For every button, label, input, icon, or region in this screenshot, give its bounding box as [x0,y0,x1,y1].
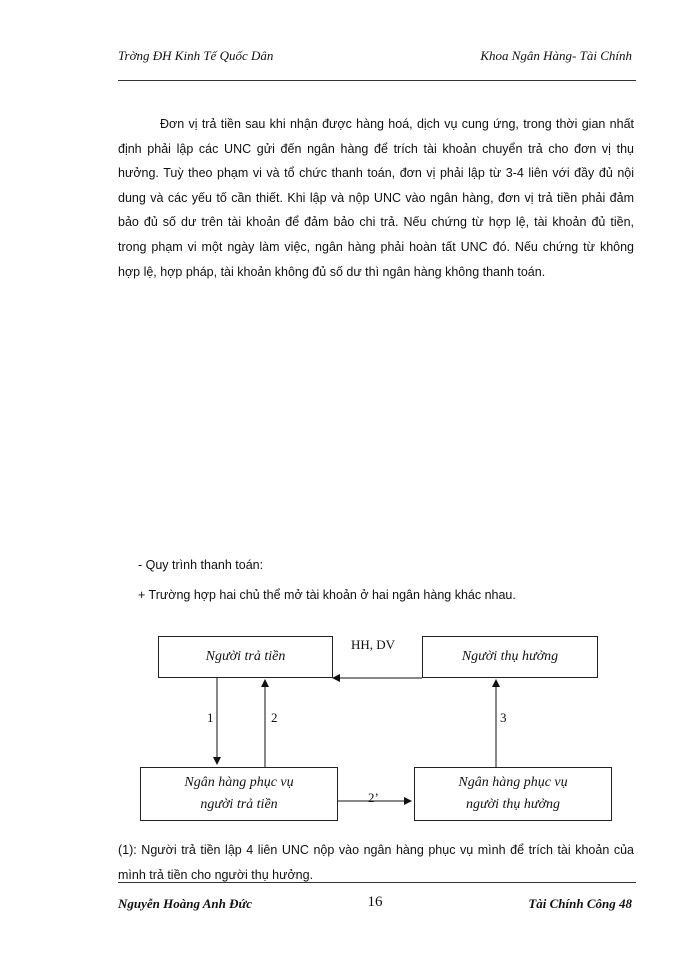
process-heading: - Quy trình thanh toán: [138,558,264,572]
payee-label: Người thụ hưởng [461,649,559,664]
paragraph-text: Đơn vị trả tiền sau khi nhận được hàng hoá, dịch vụ cung ứng, trong thời gian nhất định phải lập các UNC gửi đến ngân hàng để trích tài khoản chuyển trả cho đơn vị thụ hưởng. Tuỳ theo phạm vi và tổ chức thanh toán, đơn vị phải lập từ 3-4 liên với đầy đủ nội dung và các yếu tố cần thiết. Khi lập và nộp UNC vào ngân hàng, đơn vị trả tiền phải đảm bảo đủ số dư trên tài khoản để đảm bảo chi trả. Nếu chứng từ hợp lệ, tài khoản đủ tiền, trong phạm vi một ngày làm việc, ngân hàng phải hoàn tất UNC đó. Nếu chứng từ không hợp lệ, hợp pháp, tài khoản không đủ số dư thì ngân hàng không thanh toán. [118,117,634,279]
header-faculty: Khoa Ngân Hàng- Tài Chính [480,48,632,63]
footer-author: Nguyễn Hoàng Anh Đức [118,896,253,911]
step1-label: 1 [207,710,214,725]
step2prime-label: 2’ [368,790,379,805]
payer-label: Người trả tiền [205,649,286,664]
header-school: Trờng ĐH Kinh Tế Quốc Dân [118,48,274,63]
payer-bank-box [140,767,338,821]
case-heading: + Trường hợp hai chủ thể mở tài khoản ở hai ngân hàng khác nhau. [138,588,516,602]
payer-box [158,636,333,678]
payee-bank-line2: người thụ hưởng [466,797,560,812]
footer-class: Tài Chính Công 48 [528,896,632,911]
payee-bank-line1: Ngân hàng phục vụ [458,775,568,790]
step3-label: 3 [500,710,507,725]
note-paragraph: (1): Người trả tiền lập 4 liên UNC nộp vào ngân hàng phục vụ mình để trích tài khoản của mình trả tiền cho người thụ hưởng. [118,843,634,882]
payer-bank-line1: Ngân hàng phục vụ [184,775,294,790]
payer-bank-line2: người trả tiền [200,797,278,812]
payee-bank-box [414,767,612,821]
goods-label: HH, DV [351,637,396,652]
footer-rule [118,882,636,883]
payee-box [422,636,598,678]
page-number: 16 [367,894,383,910]
step2-label: 2 [271,710,278,725]
